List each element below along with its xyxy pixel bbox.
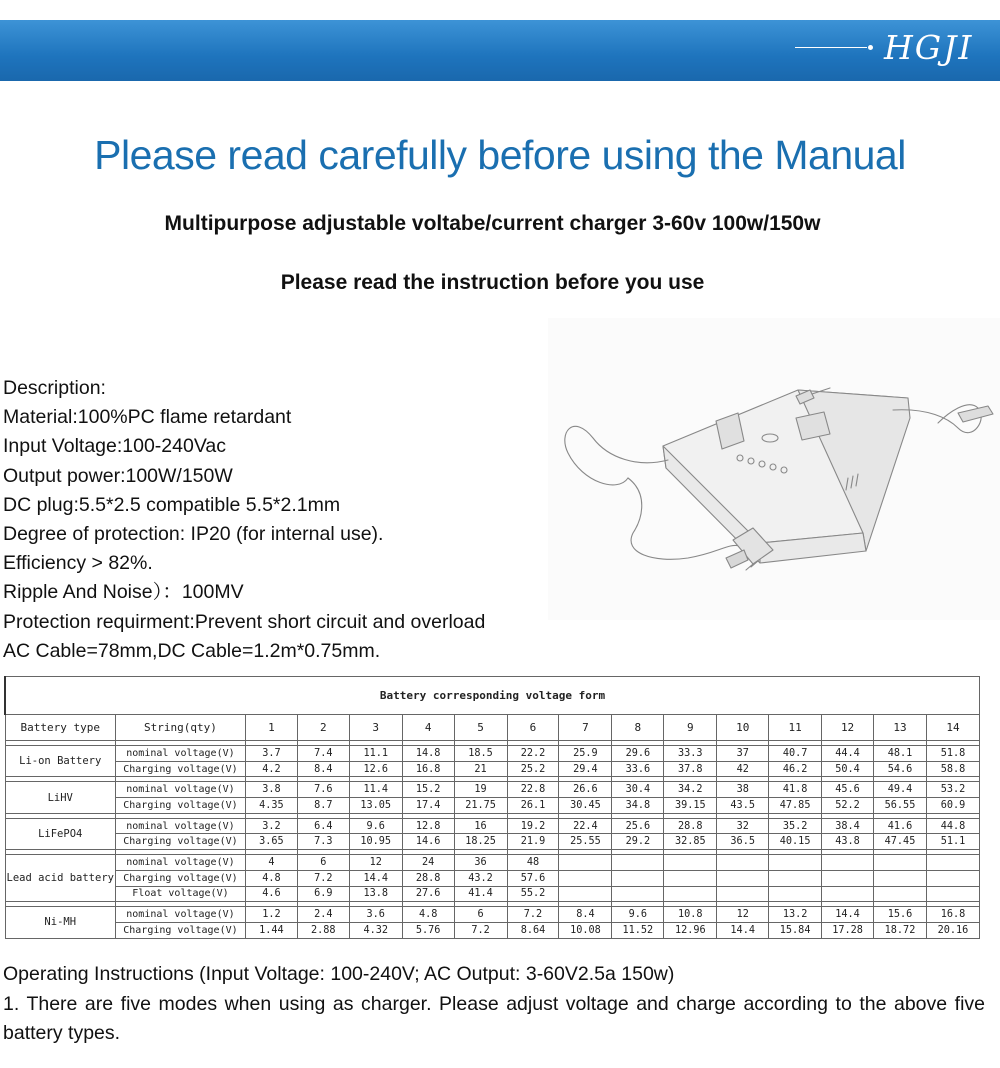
description-line: Output power:100W/150W (3, 464, 233, 487)
voltage-value-cell: 12.96 (664, 922, 717, 938)
voltage-value-cell: 5.76 (402, 922, 454, 938)
voltage-value-cell: 32 (717, 818, 769, 834)
voltage-value-cell (717, 886, 769, 902)
voltage-table-container (4, 676, 980, 939)
description-line: DC plug:5.5*2.5 compatible 5.5*2.1mm (3, 493, 341, 516)
voltage-value-cell (769, 870, 822, 886)
voltage-value-cell: 3.8 (245, 782, 297, 798)
voltage-value-cell (612, 855, 664, 871)
voltage-value-cell: 4.2 (245, 761, 297, 777)
voltage-value-cell: 15.6 (874, 907, 927, 923)
voltage-value-cell (874, 886, 927, 902)
voltage-value-cell (559, 855, 612, 871)
voltage-value-cell: 1.2 (245, 907, 297, 923)
voltage-value-cell: 55.2 (507, 886, 559, 902)
page-title: Please read carefully before using the Manual (94, 132, 906, 178)
voltage-value-cell (559, 886, 612, 902)
voltage-value-cell: 8.4 (297, 761, 349, 777)
column-header: 13 (874, 715, 927, 741)
voltage-value-cell: 11.52 (612, 922, 664, 938)
voltage-label-cell: Charging voltage(V) (115, 922, 245, 938)
voltage-value-cell: 18.5 (454, 746, 507, 762)
voltage-value-cell: 3.65 (245, 834, 297, 850)
voltage-value-cell: 51.8 (926, 746, 979, 762)
table-row (5, 870, 980, 886)
voltage-value-cell: 47.85 (769, 798, 822, 814)
table-row (5, 834, 980, 850)
voltage-value-cell: 4 (245, 855, 297, 871)
voltage-label-cell: Float voltage(V) (115, 886, 245, 902)
voltage-value-cell: 21.75 (454, 798, 507, 814)
voltage-value-cell: 38.4 (822, 818, 874, 834)
voltage-value-cell: 38 (717, 782, 769, 798)
voltage-value-cell: 18.25 (454, 834, 507, 850)
voltage-value-cell: 15.2 (402, 782, 454, 798)
column-header: 14 (926, 715, 979, 741)
description-line: Material:100%PC flame retardant (3, 406, 292, 429)
voltage-value-cell: 17.28 (822, 922, 874, 938)
description-line: Ripple And Noise）：100MV (3, 581, 244, 604)
table-row (5, 798, 980, 814)
table-row (5, 761, 980, 777)
instruction-subtitle: Please read the instruction before you use (280, 271, 705, 294)
brand-logo: HGJI (884, 28, 974, 67)
table-row (5, 746, 980, 762)
voltage-value-cell (717, 855, 769, 871)
voltage-value-cell: 58.8 (926, 761, 979, 777)
voltage-value-cell (822, 870, 874, 886)
voltage-value-cell: 26.1 (507, 798, 559, 814)
voltage-value-cell: 47.45 (874, 834, 927, 850)
voltage-value-cell: 50.4 (822, 761, 874, 777)
column-header: Battery type (5, 715, 115, 741)
column-header: 8 (612, 715, 664, 741)
voltage-value-cell: 42 (717, 761, 769, 777)
battery-voltage-table (4, 676, 980, 939)
voltage-value-cell: 22.8 (507, 782, 559, 798)
voltage-value-cell: 21 (454, 761, 507, 777)
voltage-value-cell: 29.2 (612, 834, 664, 850)
voltage-label-cell: Charging voltage(V) (115, 870, 245, 886)
voltage-value-cell: 40.15 (769, 834, 822, 850)
voltage-value-cell: 52.2 (822, 798, 874, 814)
description-line: Input Voltage:100-240Vac (3, 435, 226, 458)
column-header: 6 (507, 715, 559, 741)
voltage-value-cell: 6.4 (297, 818, 349, 834)
voltage-value-cell: 17.4 (402, 798, 454, 814)
voltage-value-cell: 36 (454, 855, 507, 871)
voltage-value-cell: 6 (454, 907, 507, 923)
voltage-value-cell: 57.6 (507, 870, 559, 886)
voltage-value-cell (926, 855, 979, 871)
column-header: String(qty) (115, 715, 245, 741)
brand-dot (868, 45, 873, 50)
battery-type-cell: Ni-MH (5, 907, 115, 938)
voltage-value-cell: 8.4 (559, 907, 612, 923)
voltage-value-cell: 29.6 (612, 746, 664, 762)
voltage-value-cell: 10.08 (559, 922, 612, 938)
voltage-label-cell: Charging voltage(V) (115, 761, 245, 777)
voltage-value-cell: 7.2 (454, 922, 507, 938)
voltage-value-cell: 46.2 (769, 761, 822, 777)
voltage-value-cell: 21.9 (507, 834, 559, 850)
operating-heading: Operating Instructions (Input Voltage: 100-240V; AC Output: 3-60V2.5a 150w) (3, 963, 675, 985)
voltage-value-cell: 4.8 (402, 907, 454, 923)
voltage-value-cell: 4.8 (245, 870, 297, 886)
voltage-value-cell: 48.1 (874, 746, 927, 762)
voltage-value-cell: 12.8 (402, 818, 454, 834)
column-header: 7 (559, 715, 612, 741)
charger-sketch-icon (548, 318, 1000, 620)
voltage-value-cell: 41.8 (769, 782, 822, 798)
voltage-value-cell (664, 855, 717, 871)
voltage-label-cell: Charging voltage(V) (115, 834, 245, 850)
voltage-value-cell: 45.6 (822, 782, 874, 798)
voltage-value-cell: 10.8 (664, 907, 717, 923)
column-header: 1 (245, 715, 297, 741)
voltage-value-cell: 39.15 (664, 798, 717, 814)
product-subtitle: Multipurpose adjustable voltabe/current charger 3-60v 100w/150w (164, 212, 821, 235)
voltage-value-cell: 44.8 (926, 818, 979, 834)
voltage-label-cell: nominal voltage(V) (115, 907, 245, 923)
voltage-value-cell: 3.7 (245, 746, 297, 762)
voltage-value-cell: 54.6 (874, 761, 927, 777)
voltage-label-cell: nominal voltage(V) (115, 782, 245, 798)
voltage-value-cell: 30.4 (612, 782, 664, 798)
voltage-value-cell: 20.16 (926, 922, 979, 938)
voltage-value-cell: 25.9 (559, 746, 612, 762)
voltage-value-cell: 16.8 (402, 761, 454, 777)
voltage-value-cell: 16.8 (926, 907, 979, 923)
voltage-value-cell (664, 886, 717, 902)
voltage-value-cell: 19.2 (507, 818, 559, 834)
voltage-value-cell (926, 870, 979, 886)
battery-type-cell: Lead acid battery (5, 855, 115, 902)
voltage-label-cell: nominal voltage(V) (115, 855, 245, 871)
column-header: 5 (454, 715, 507, 741)
voltage-label-cell: nominal voltage(V) (115, 746, 245, 762)
voltage-value-cell: 2.88 (297, 922, 349, 938)
voltage-value-cell: 19 (454, 782, 507, 798)
column-header: 9 (664, 715, 717, 741)
voltage-value-cell: 6 (297, 855, 349, 871)
voltage-value-cell: 26.6 (559, 782, 612, 798)
voltage-value-cell: 9.6 (349, 818, 402, 834)
voltage-label-cell: Charging voltage(V) (115, 798, 245, 814)
brand-divider-line (795, 47, 867, 48)
voltage-value-cell: 28.8 (402, 870, 454, 886)
voltage-value-cell: 51.1 (926, 834, 979, 850)
battery-type-cell: Li-on Battery (5, 746, 115, 777)
voltage-value-cell: 7.3 (297, 834, 349, 850)
voltage-value-cell: 36.5 (717, 834, 769, 850)
table-row (5, 782, 980, 798)
operating-instructions (3, 960, 985, 1049)
voltage-value-cell: 14.4 (349, 870, 402, 886)
voltage-value-cell: 12 (717, 907, 769, 923)
voltage-value-cell: 33.6 (612, 761, 664, 777)
battery-type-cell: LiHV (5, 782, 115, 813)
description-line: Efficiency > 82%. (3, 552, 153, 575)
voltage-value-cell (822, 886, 874, 902)
column-header: 10 (717, 715, 769, 741)
voltage-value-cell: 37 (717, 746, 769, 762)
voltage-value-cell (769, 855, 822, 871)
voltage-value-cell: 4.35 (245, 798, 297, 814)
voltage-value-cell: 18.72 (874, 922, 927, 938)
voltage-value-cell: 1.44 (245, 922, 297, 938)
voltage-value-cell (664, 870, 717, 886)
table-row (5, 855, 980, 871)
table-header-row (5, 715, 980, 741)
voltage-value-cell: 4.32 (349, 922, 402, 938)
voltage-value-cell: 16 (454, 818, 507, 834)
voltage-value-cell: 25.6 (612, 818, 664, 834)
description-line: Degree of protection: IP20 (for internal use). (3, 523, 384, 546)
voltage-value-cell: 35.2 (769, 818, 822, 834)
voltage-value-cell: 8.7 (297, 798, 349, 814)
voltage-value-cell: 11.1 (349, 746, 402, 762)
product-image (548, 318, 1000, 620)
voltage-value-cell: 27.6 (402, 886, 454, 902)
voltage-value-cell: 7.4 (297, 746, 349, 762)
voltage-value-cell: 48 (507, 855, 559, 871)
voltage-value-cell: 11.4 (349, 782, 402, 798)
voltage-value-cell: 25.2 (507, 761, 559, 777)
voltage-value-cell: 60.9 (926, 798, 979, 814)
column-header: 12 (822, 715, 874, 741)
voltage-value-cell: 30.45 (559, 798, 612, 814)
voltage-value-cell: 41.6 (874, 818, 927, 834)
column-header: 2 (297, 715, 349, 741)
voltage-value-cell: 43.2 (454, 870, 507, 886)
voltage-value-cell: 34.2 (664, 782, 717, 798)
voltage-value-cell: 7.2 (507, 907, 559, 923)
voltage-value-cell: 22.2 (507, 746, 559, 762)
voltage-value-cell (926, 886, 979, 902)
voltage-value-cell (874, 855, 927, 871)
voltage-value-cell: 56.55 (874, 798, 927, 814)
voltage-value-cell (769, 886, 822, 902)
voltage-label-cell: nominal voltage(V) (115, 818, 245, 834)
voltage-value-cell: 14.4 (717, 922, 769, 938)
operating-step: 1. There are five modes when using as charger. Please adjust voltage and charge according to the above five battery types. (3, 992, 985, 1044)
column-header: 11 (769, 715, 822, 741)
voltage-value-cell: 12 (349, 855, 402, 871)
voltage-value-cell: 37.8 (664, 761, 717, 777)
voltage-value-cell: 41.4 (454, 886, 507, 902)
voltage-value-cell: 53.2 (926, 782, 979, 798)
voltage-value-cell: 14.8 (402, 746, 454, 762)
table-row (5, 886, 980, 902)
voltage-value-cell: 34.8 (612, 798, 664, 814)
voltage-value-cell: 14.4 (822, 907, 874, 923)
voltage-value-cell (559, 870, 612, 886)
voltage-value-cell: 6.9 (297, 886, 349, 902)
voltage-value-cell: 12.6 (349, 761, 402, 777)
voltage-value-cell: 13.05 (349, 798, 402, 814)
voltage-value-cell: 7.2 (297, 870, 349, 886)
description-line: Protection requirment:Prevent short circuit and overload (3, 610, 486, 633)
voltage-value-cell: 40.7 (769, 746, 822, 762)
table-row (5, 922, 980, 938)
voltage-value-cell: 9.6 (612, 907, 664, 923)
voltage-value-cell: 8.64 (507, 922, 559, 938)
table-row (5, 818, 980, 834)
voltage-value-cell: 33.3 (664, 746, 717, 762)
battery-type-cell: LiFePO4 (5, 818, 115, 849)
voltage-value-cell (822, 855, 874, 871)
description-line: AC Cable=78mm,DC Cable=1.2m*0.75mm. (3, 639, 381, 662)
voltage-value-cell: 29.4 (559, 761, 612, 777)
column-header: 3 (349, 715, 402, 741)
voltage-value-cell: 7.6 (297, 782, 349, 798)
table-row (5, 907, 980, 923)
voltage-value-cell: 32.85 (664, 834, 717, 850)
description-block (3, 374, 485, 666)
voltage-value-cell (874, 870, 927, 886)
voltage-value-cell: 44.4 (822, 746, 874, 762)
voltage-value-cell: 25.55 (559, 834, 612, 850)
description-heading: Description: (3, 377, 106, 399)
voltage-value-cell: 3.6 (349, 907, 402, 923)
voltage-value-cell: 28.8 (664, 818, 717, 834)
voltage-value-cell: 10.95 (349, 834, 402, 850)
voltage-value-cell: 49.4 (874, 782, 927, 798)
voltage-value-cell: 43.8 (822, 834, 874, 850)
voltage-value-cell: 14.6 (402, 834, 454, 850)
voltage-value-cell (612, 886, 664, 902)
voltage-value-cell: 13.8 (349, 886, 402, 902)
voltage-value-cell: 24 (402, 855, 454, 871)
voltage-value-cell (717, 870, 769, 886)
voltage-value-cell: 2.4 (297, 907, 349, 923)
column-header: 4 (402, 715, 454, 741)
header-banner (0, 20, 1000, 81)
voltage-value-cell: 43.5 (717, 798, 769, 814)
voltage-value-cell: 3.2 (245, 818, 297, 834)
voltage-value-cell: 4.6 (245, 886, 297, 902)
table-caption: Battery corresponding voltage form (5, 677, 980, 715)
voltage-value-cell: 15.84 (769, 922, 822, 938)
voltage-value-cell: 22.4 (559, 818, 612, 834)
voltage-value-cell (612, 870, 664, 886)
voltage-value-cell: 13.2 (769, 907, 822, 923)
